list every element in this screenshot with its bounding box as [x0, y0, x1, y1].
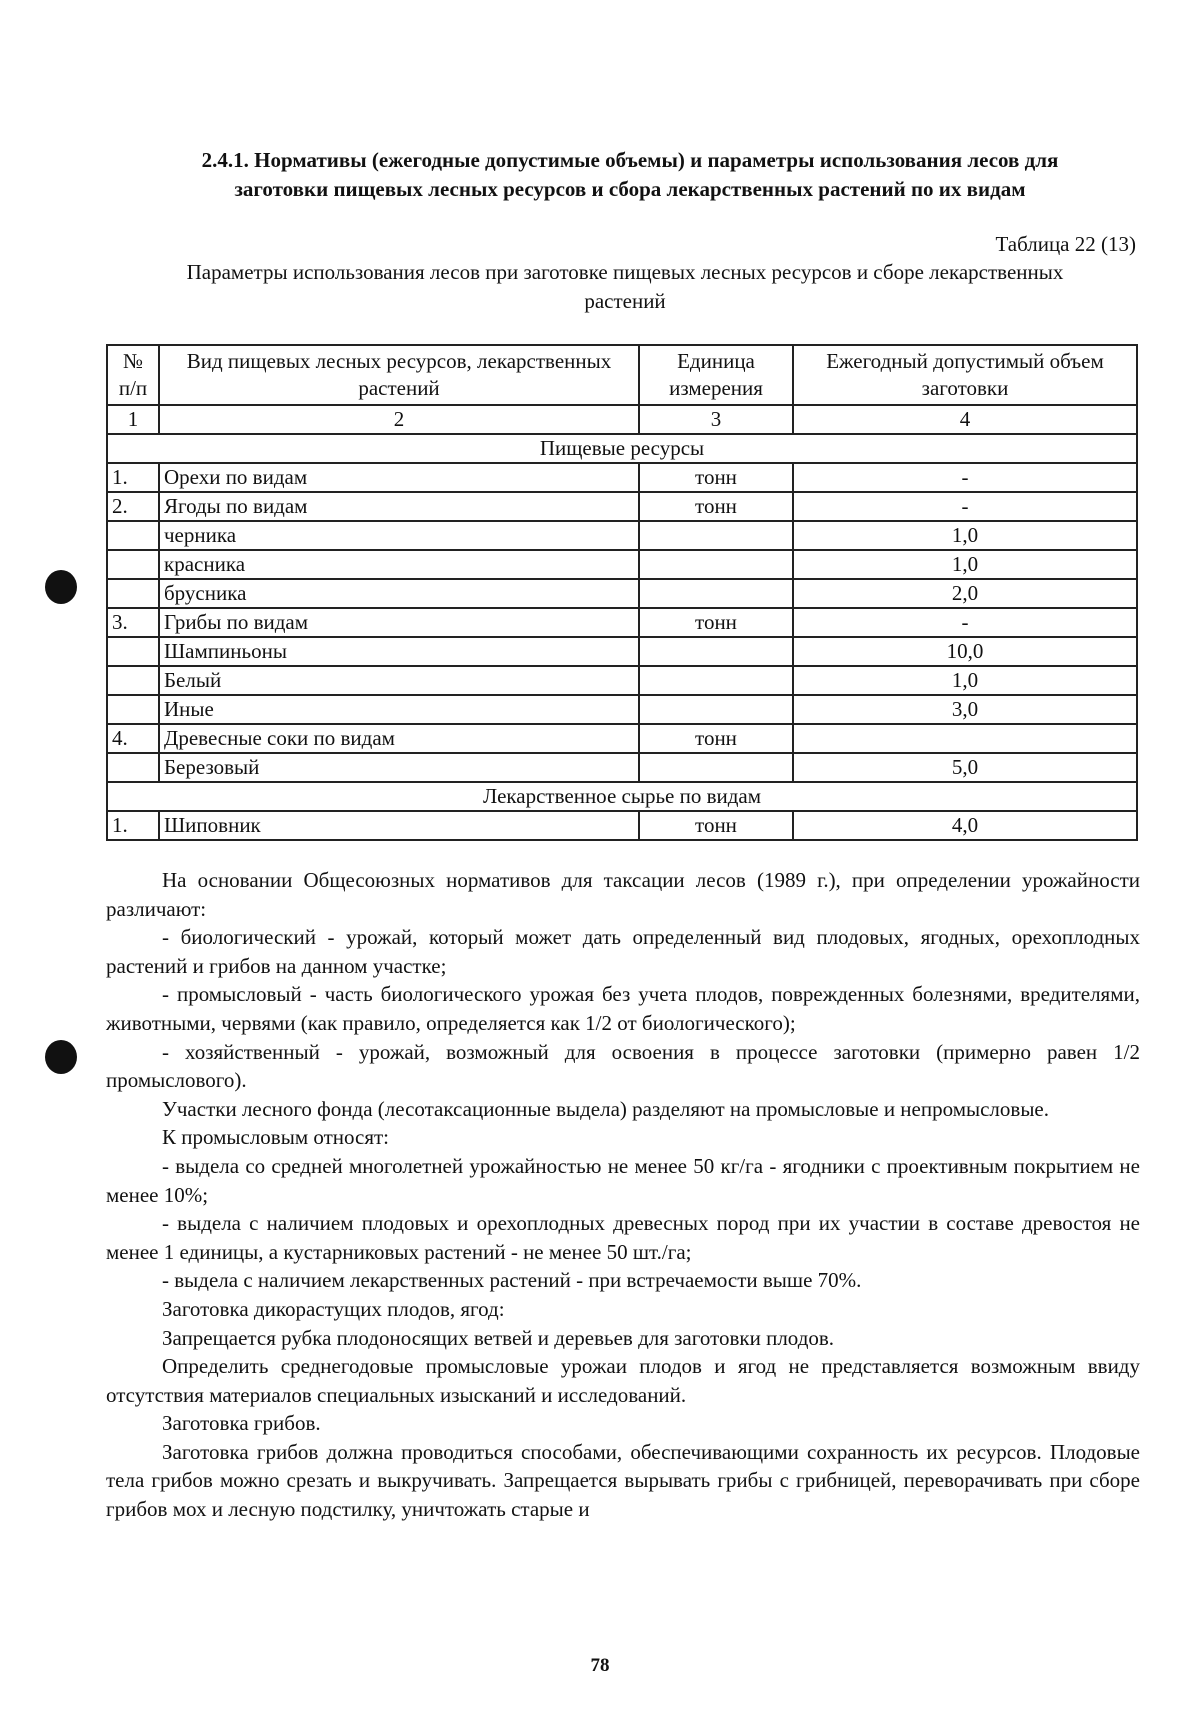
cell-name: Шампиньоны: [159, 637, 639, 666]
cell-unit: [639, 637, 793, 666]
body-paragraph: - выдела с наличием плодовых и орехоплодных древесных пород при их участии в составе древостоя не менее 1 единицы, а кустарниковых растений - не менее 50 шт./га;: [106, 1211, 1140, 1264]
table-row: [107, 550, 1137, 579]
cell-unit: тонн: [639, 608, 793, 637]
column-numbers-row: [107, 405, 1137, 434]
header-no: № п/п: [107, 345, 159, 405]
table-row: [107, 811, 1137, 840]
table-row: [107, 492, 1137, 521]
cell-unit: [639, 550, 793, 579]
body-paragraph: - выдела с наличием лекарственных растений - при встречаемости выше 70%.: [162, 1268, 862, 1293]
cell-name: Березовый: [159, 753, 639, 782]
cell-volume: 3,0: [793, 695, 1137, 724]
cell-volume: 1,0: [793, 666, 1137, 695]
cell-name: брусника: [159, 579, 639, 608]
cell-volume: -: [793, 463, 1137, 492]
cell-volume: 10,0: [793, 637, 1137, 666]
cell-unit: [639, 753, 793, 782]
body-paragraph: Определить среднегодовые промысловые урожаи плодов и ягод не представляется возможным ввиду отсутствия материалов специальных изысканий и исследований.: [106, 1354, 1140, 1407]
cell-volume: 2,0: [793, 579, 1137, 608]
cell-name: Шиповник: [159, 811, 639, 840]
body-paragraph: - хозяйственный - урожай, возможный для освоения в процессе заготовки (примерно равен 1/2 промыслового).: [106, 1039, 1140, 1093]
body-paragraph: На основании Общесоюзных нормативов для таксации лесов (1989 г.), при определении урожайности различают:: [106, 868, 1140, 921]
body-paragraph: Заготовка грибов.: [162, 1411, 321, 1436]
table-number: Таблица 22 (13): [995, 232, 1136, 256]
col-number: 4: [793, 405, 1137, 434]
body-paragraph: Запрещается рубка плодоносящих ветвей и деревьев для заготовки плодов.: [162, 1325, 835, 1350]
body-paragraph: - промысловый - часть биологического урожая без учета плодов, поврежденных болезнями, вредителями, животными, червями (как правило, определяется как 1/2 от биологического);: [106, 982, 1140, 1035]
cell-name: Иные: [159, 695, 639, 724]
cell-no: 4.: [107, 724, 159, 753]
caption-line-1: Параметры использования лесов при заготовке пищевых лесных ресурсов и сборе лекарственных: [186, 260, 1064, 284]
cell-name: Белый: [159, 666, 639, 695]
cell-unit: тонн: [639, 724, 793, 753]
header-name: Вид пищевых лесных ресурсов, лекарственных растений: [159, 345, 639, 405]
cell-no: [107, 753, 159, 782]
section-row-medicinal: [107, 782, 1137, 811]
col-number: 2: [159, 405, 639, 434]
header-unit: Единица измерения: [639, 345, 793, 405]
cell-no: 3.: [107, 608, 159, 637]
col-number: 1: [107, 405, 159, 434]
heading-line-1: 2.4.1. Нормативы (ежегодные допустимые объемы) и параметры использования лесов для: [201, 148, 1059, 172]
cell-unit: тонн: [639, 463, 793, 492]
cell-volume: -: [793, 492, 1137, 521]
cell-no: [107, 637, 159, 666]
table-row: [107, 724, 1137, 753]
cell-no: [107, 695, 159, 724]
col-number: 3: [639, 405, 793, 434]
body-paragraph: - биологический - урожай, который может дать определенный вид плодовых, ягодных, орехоплодных растений и грибов на данном участке;: [106, 925, 1140, 978]
resources-table: [106, 344, 1138, 841]
table-caption: [100, 258, 1150, 316]
cell-unit: тонн: [639, 811, 793, 840]
body-paragraph: К промысловым относят:: [162, 1125, 390, 1150]
punch-hole-bottom: [45, 1040, 77, 1074]
cell-name: Ягоды по видам: [159, 492, 639, 521]
section-title: Пищевые ресурсы: [107, 434, 1137, 463]
cell-volume: 1,0: [793, 521, 1137, 550]
table-row: [107, 608, 1137, 637]
cell-no: 1.: [107, 463, 159, 492]
body-paragraph: Участки лесного фонда (лесотаксационные выдела) разделяют на промысловые и непромысловые.: [162, 1096, 1050, 1121]
cell-name: черника: [159, 521, 639, 550]
cell-name: Древесные соки по видам: [159, 724, 639, 753]
table-row: [107, 463, 1137, 492]
heading-line-2: заготовки пищевых лесных ресурсов и сбора лекарственных растений по их видам: [234, 177, 1026, 201]
table-row: [107, 637, 1137, 666]
cell-volume: 4,0: [793, 811, 1137, 840]
body-paragraph: Заготовка грибов должна проводиться способами, обеспечивающими сохранность их ресурсов. Плодовые тела грибов можно срезать и выкручивать. Запрещается вырывать грибы с грибницей, переворачивать при сборе грибов мох и лесную подстилку, уничтожать старые и: [106, 1439, 1140, 1522]
page-number: 78: [590, 1655, 610, 1676]
table-row: [107, 695, 1137, 724]
section-title: Лекарственное сырье по видам: [107, 782, 1137, 811]
section-heading: [110, 146, 1150, 204]
body-paragraph: - выдела со средней многолетней урожайностью не менее 50 кг/га - ягодники с проективным покрытием не менее 10%;: [106, 1153, 1140, 1207]
cell-unit: [639, 666, 793, 695]
cell-no: 1.: [107, 811, 159, 840]
cell-no: 2.: [107, 492, 159, 521]
caption-line-2: растений: [584, 289, 666, 313]
cell-unit: [639, 695, 793, 724]
cell-unit: тонн: [639, 492, 793, 521]
cell-no: [107, 579, 159, 608]
punch-hole-top: [45, 570, 77, 604]
cell-no: [107, 666, 159, 695]
body-text: [106, 866, 1140, 1524]
cell-volume: 1,0: [793, 550, 1137, 579]
cell-unit: [639, 579, 793, 608]
cell-name: Орехи по видам: [159, 463, 639, 492]
table-header-row: [107, 345, 1137, 405]
table-row: [107, 753, 1137, 782]
header-volume: Ежегодный допустимый объем заготовки: [793, 345, 1137, 405]
cell-name: Грибы по видам: [159, 608, 639, 637]
cell-volume: 5,0: [793, 753, 1137, 782]
cell-volume: [793, 724, 1137, 753]
table-row: [107, 579, 1137, 608]
cell-unit: [639, 521, 793, 550]
table-row: [107, 521, 1137, 550]
table-row: [107, 666, 1137, 695]
body-paragraph: Заготовка дикорастущих плодов, ягод:: [162, 1296, 505, 1321]
cell-no: [107, 550, 159, 579]
cell-volume: -: [793, 608, 1137, 637]
cell-no: [107, 521, 159, 550]
cell-name: красника: [159, 550, 639, 579]
section-row-food: [107, 434, 1137, 463]
